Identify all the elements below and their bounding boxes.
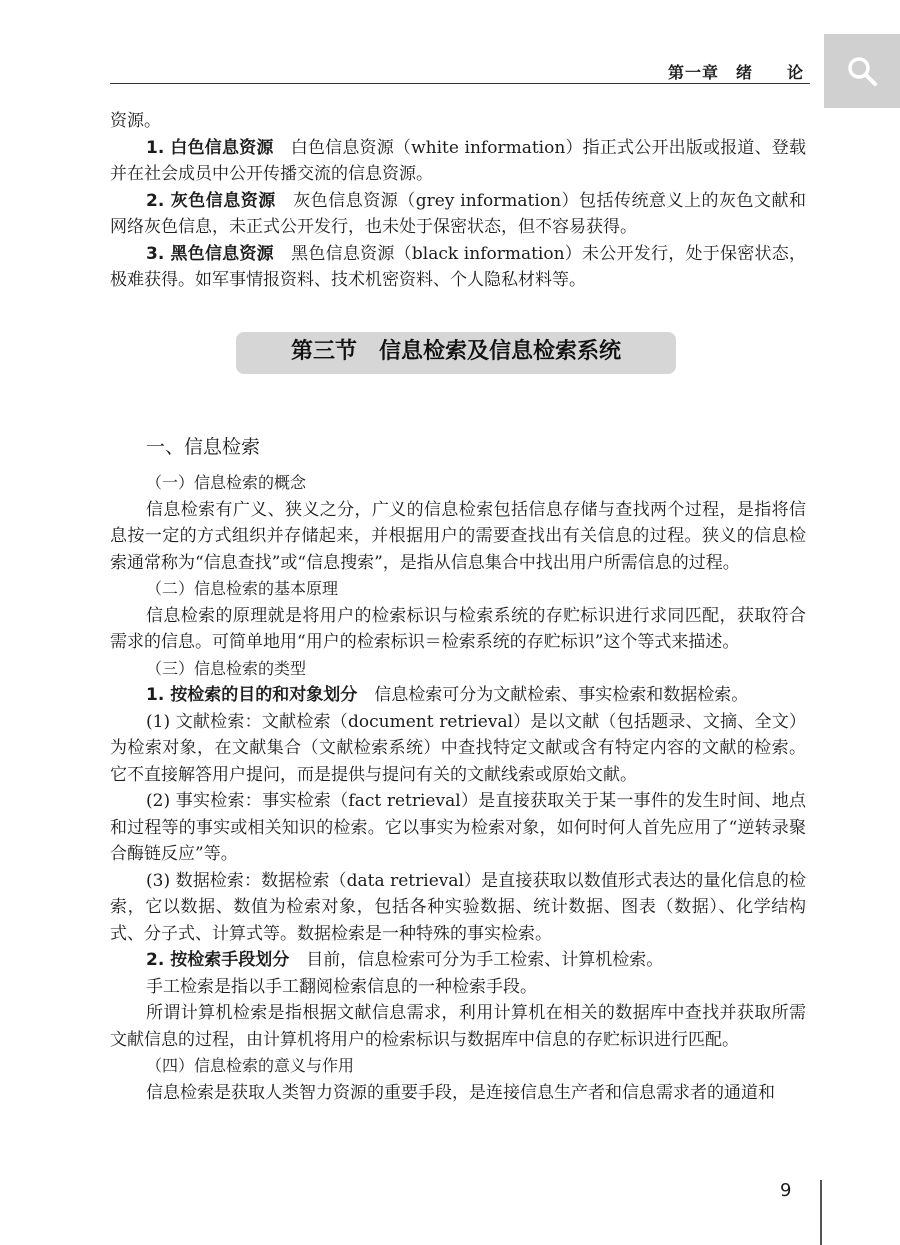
page-content — [110, 108, 806, 1106]
subsection-heading-significance: （四）信息检索的意义与作用 — [146, 1056, 355, 1075]
grey-info-paragraph — [110, 188, 806, 241]
part-heading: 一、信息检索 — [146, 435, 261, 458]
computer-retrieval-paragraph: 所谓计算机检索是指根据文献信息需求，利用计算机在相关的数据库中查找并获取所需文献信息的过程，由计算机将用户的检索标识与数据库中信息的存贮标识进行匹配。 — [110, 1003, 806, 1050]
subsection-heading-concept: （一）信息检索的概念 — [146, 473, 307, 492]
fact-retrieval-paragraph: (2) 事实检索：事实检索（fact retrieval）是直接获取关于某一事件的发生时间、地点和过程等的事实或相关知识的检索。它以事实为检索对象，如何时何人首先应用了“逆转录聚合酶链反应”等。 — [110, 791, 806, 864]
types-by-means-label: 2. 按检索手段划分 — [146, 950, 290, 970]
concept-paragraph: 信息检索有广义、狭义之分，广义的信息检索包括信息存储与查找两个过程，是指将信息按一定的方式组织并存储起来，并根据用户的需要查找出有关信息的过程。狭义的信息检索通常称为“信息查找”或“信息搜索”，是指从信息集合中找出用户所需信息的过程。 — [110, 499, 806, 573]
header-rule — [110, 83, 810, 84]
search-icon — [846, 55, 878, 87]
subsection-heading-types: （三）信息检索的类型 — [146, 658, 307, 678]
white-info-paragraph — [110, 135, 806, 188]
grey-info-label: 2. 灰色信息资源 — [146, 190, 276, 211]
types-by-means-paragraph — [110, 947, 806, 974]
types-by-purpose-text: 信息检索可分为文献检索、事实检索和数据检索。 — [357, 685, 749, 705]
white-info-label: 1. 白色信息资源 — [146, 137, 274, 158]
white-info-text: 白色信息资源（white information）指正式公开出版或报道、登载并在社会成员中公开传播交流的信息资源。 — [110, 137, 806, 184]
running-header — [110, 56, 810, 84]
data-retrieval-paragraph: (3) 数据检索：数据检索（data retrieval）是直接获取以数值形式表达的量化信息的检索，它以数据、数值为检索对象，包括各种实验数据、统计数据、图表（数据）、化学结构式、分子式、计算式等。数据检索是一种特殊的事实检索。 — [110, 870, 806, 944]
types-by-purpose-label: 1. 按检索的目的和对象划分 — [146, 685, 358, 705]
types-by-means-text: 目前，信息检索可分为手工检索、计算机检索。 — [289, 950, 664, 970]
grey-info-text: 灰色信息资源（grey information）包括传统意义上的灰色文献和网络灰色信息，未正式公开发行，也未处于保密状态，但不容易获得。 — [110, 190, 806, 237]
black-info-text: 黑色信息资源（black information）未公开发行，处于保密状态，极难获得。如军事情报资料、技术机密资料、个人隐私材料等。 — [110, 243, 806, 290]
significance-paragraph: 信息检索是获取人类智力资源的重要手段，是连接信息生产者和信息需求者的通道和 — [146, 1082, 775, 1103]
search-tab[interactable] — [824, 34, 900, 108]
types-by-purpose-paragraph — [110, 682, 806, 709]
document-retrieval-paragraph: (1) 文献检索：文献检索（document retrieval）是以文献（包括题录、文摘、全文）为检索对象，在文献集合（文献检索系统）中查找特定文献或含有特定内容的文献的检索。它不直接解答用户提问，而是提供与提问有关的文献线索或原始文献。 — [110, 711, 806, 785]
manual-retrieval-paragraph: 手工检索是指以手工翻阅检索信息的一种检索手段。 — [146, 976, 537, 997]
continuation-text: 资源。 — [110, 111, 161, 131]
black-info-label: 3. 黑色信息资源 — [146, 243, 274, 264]
principle-paragraph: 信息检索的原理就是将用户的检索标识与检索系统的存贮标识进行求同匹配，获取符合需求的信息。可简单地用“用户的检索标识＝检索系统的存贮标识”这个等式来描述。 — [110, 605, 806, 652]
chapter-title: 第一章 绪 论 — [667, 63, 804, 82]
subsection-heading-principle: （二）信息检索的基本原理 — [146, 579, 339, 598]
section-title-area — [110, 294, 806, 434]
black-info-paragraph — [110, 241, 806, 294]
page-number: 9 — [780, 1180, 792, 1201]
section-title: 第三节 信息检索及信息检索系统 — [236, 332, 676, 374]
page-number-rule — [820, 1180, 822, 1245]
